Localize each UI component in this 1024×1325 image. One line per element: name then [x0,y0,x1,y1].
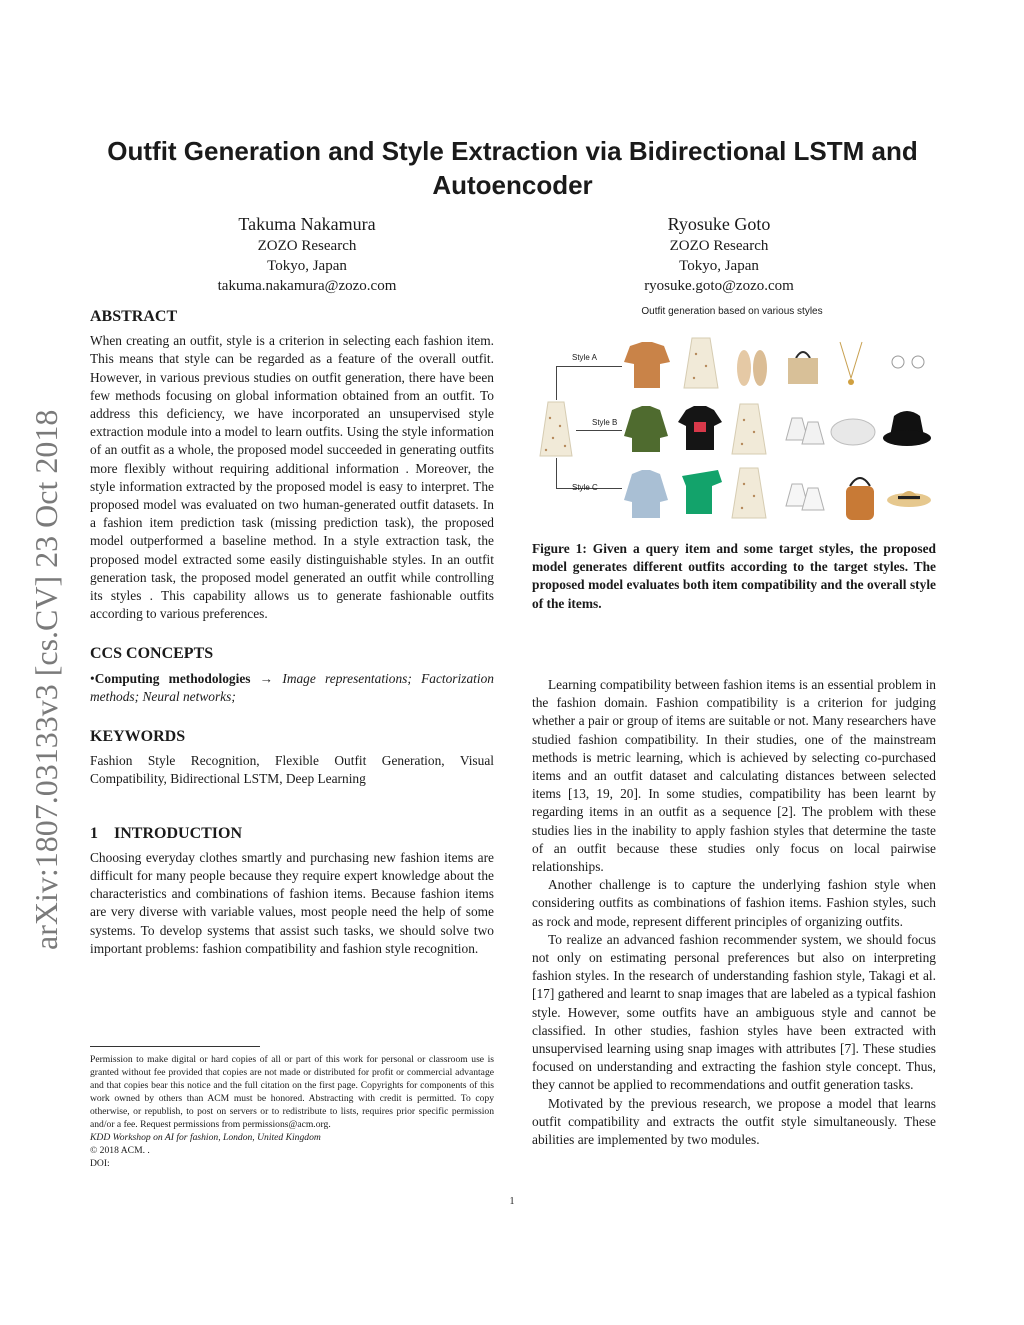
keywords-heading: KEYWORDS [90,728,186,746]
connector-line [556,366,622,367]
author-1 [157,212,457,296]
bucket-hat-icon [882,406,932,450]
necklace-icon [836,340,866,392]
paper-title: Outfit Generation and Style Extraction via Bidirectional LSTM and Autoencoder [107,136,918,200]
permission-notice: Permission to make digital or hard copies of all or part of this work for personal or classroom use is granted without fee provided that copies are not made or distributed for profit or commercial advantage and that copies bear this notice and the full citation on the first page. Copyrights for components of this work owned by others than ACM must be honored. Abstracting with credit is permitted. To copy otherwise, or republish, to post on servers or to redistribute to lists, requires prior specific permission and/or a fee. Request permissions from permissions@acm.org. [90,1054,494,1130]
left-column [90,308,494,958]
doi: DOI: [90,1158,110,1169]
handbag-icon [784,346,822,386]
figure-caption: Figure 1: Given a query item and some target styles, the proposed model generates different outfits according to the target styles. The proposed model evaluates both item compatibility and the overall style of the items. [532,541,936,611]
author-email[interactable]: ryosuke.goto@zozo.com [644,278,794,294]
right-column [532,676,936,1149]
connector-line [556,458,557,488]
figure-title: Outfit generation based on various styles [641,306,823,317]
basket-bag-icon [840,470,880,522]
connector-line [576,430,622,431]
venue: KDD Workshop on AI for fashion, London, United Kingdom [90,1132,321,1143]
tshirt-icon [678,406,722,452]
green-top-icon [678,470,722,516]
jacket-icon [624,406,668,454]
abstract-text: When creating an outfit, style is a criterion in selecting each fashion item. This means that style can be regarded as a feature of the overall outfit. However, in various previous studies on outfit generation, there have been few methods focusing on global information obtained from an outfit. To address this deficiency, we have incorporated an unsupervised style extraction module into a model to learn outfits. Using the style information of an outfit as a whole, the proposed model succeeded in generating outfits more flexibly without requiring additional information . Moreover, the style information extracted by the proposed model is easy to interpret. The proposed model was evaluated on two human-generated outfit datasets. In a fashion item prediction task (missing prediction task), the proposed model outperformed a baseline method. In a style extraction task, the proposed model extracted some easily distinguishable styles. In an outfit generation task, the proposed model generated an outfit while controlling its styles . This capability allows us to generate fashionable outfits according to various preferences. [90,333,494,622]
connector-line [556,366,557,400]
intro-paragraph-2: Learning compatibility between fashion items is an essential problem in the fashion domain. Fashion compatibility is a criterion for judging whether a pair or group of items are suitable or not. Many researchers have studied fashion compatibility. In their studies, one of the mainstream methods is metric learning, which is achieved by selecting co-purchased items and an outfit dataset and calculating distances between selected items [13, 19, 20]. In some studies, compatibility has been learnt by regarding items in an outfit as a sequence [2]. The problem with these studies lies in the inability to apply fashion styles that determine the taste of an outfit because these studies only focus on local pairwise relationships. [532,677,936,875]
skirt-icon [682,336,720,390]
intro-heading [90,825,494,843]
intro-paragraph-5: Motivated by the previous research, we propose a model that learns outfit compatibility and extracts the outfit style simultaneously. These abilities are implemented by two modules. [532,1095,936,1148]
copyright: © 2018 ACM. . [90,1145,150,1156]
page-number: 1 [509,1196,515,1207]
intro-paragraph-3: Another challenge is to capture the underlying fashion style when considering outfits as combinations of fashion items. Fashion styles, such as rock and mode, represent different principles of organizing outfits. [532,877,936,929]
author-2 [569,212,869,296]
sneakers-icon [782,410,826,450]
sneakers-icon [782,476,826,516]
author-email[interactable]: takuma.nakamura@zozo.com [217,278,397,294]
waist-bag-icon [828,414,878,448]
author-name: Takuma Nakamura [238,214,376,234]
section-title: INTRODUCTION [114,824,243,842]
author-name: Ryosuke Goto [667,214,771,234]
footnote [90,1046,494,1170]
keywords-text: Fashion Style Recognition, Flexible Outfit Generation, Visual Compatibility, Bidirectional LSTM, Deep Learning [90,753,494,787]
earrings-icon [888,350,928,374]
ccs-italic: Image representations; Factorization methods; Neural networks; [90,670,494,704]
style-c-label: Style C [572,483,598,492]
ccs-text [90,670,494,706]
flat-shoes-icon [732,344,772,388]
figure-1 [532,300,936,532]
footnote-rule [90,1046,260,1047]
intro-paragraph-1: Choosing everyday clothes smartly and purchasing new fashion items are difficult for many people because they require expert knowledge about the characteristics and combinations of fashion items. Because fashion items are very diverse with variable values, most people need the help of some systems. To develop systems that assist such tasks, we should solve two important problems: fashion compatibility and fashion style recognition. [90,849,494,956]
abstract-heading: ABSTRACT [90,308,178,325]
arxiv-identifier: arXiv:1807.03133v3 [cs.CV] 23 Oct 2018 [28,409,64,950]
ccs-bullet: • [90,670,95,686]
author-location: Tokyo, Japan [267,258,347,274]
intro-paragraph-4: To realize an advanced fashion recommender system, we should focus not only on estimating personal preferences but also on interpreting fashion styles. In the research of understanding fashion style, Takagi et al. [17] gathered and learnt to snap images that are labeled as a typical fashion style. However, some outfits have an ambiguous style and cannot be classified. In other studies, fashion styles have been extracted with unsupervised learning using snap images with attributes [7]. These studies focused on understanding and extracting the fashion style concept. Thus, they cannot be applied to recommendations and outfit generation tasks. [532,931,936,1093]
ccs-arrow: → [259,670,274,686]
author-affiliation: ZOZO Research [669,238,769,254]
style-b-label: Style B [592,418,618,427]
skirt-icon [730,402,768,456]
style-a-label: Style A [572,353,597,362]
straw-hat-icon [886,480,932,510]
author-affiliation: ZOZO Research [257,238,357,254]
ccs-heading: CCS CONCEPTS [90,645,214,663]
section-number: 1 [90,824,98,842]
denim-jacket-icon [624,470,668,520]
blouse-icon [624,340,670,390]
skirt-icon [730,466,768,520]
ccs-bold: Computing methodologies [94,670,251,686]
author-location: Tokyo, Japan [679,258,759,274]
query-skirt-icon [538,400,574,458]
